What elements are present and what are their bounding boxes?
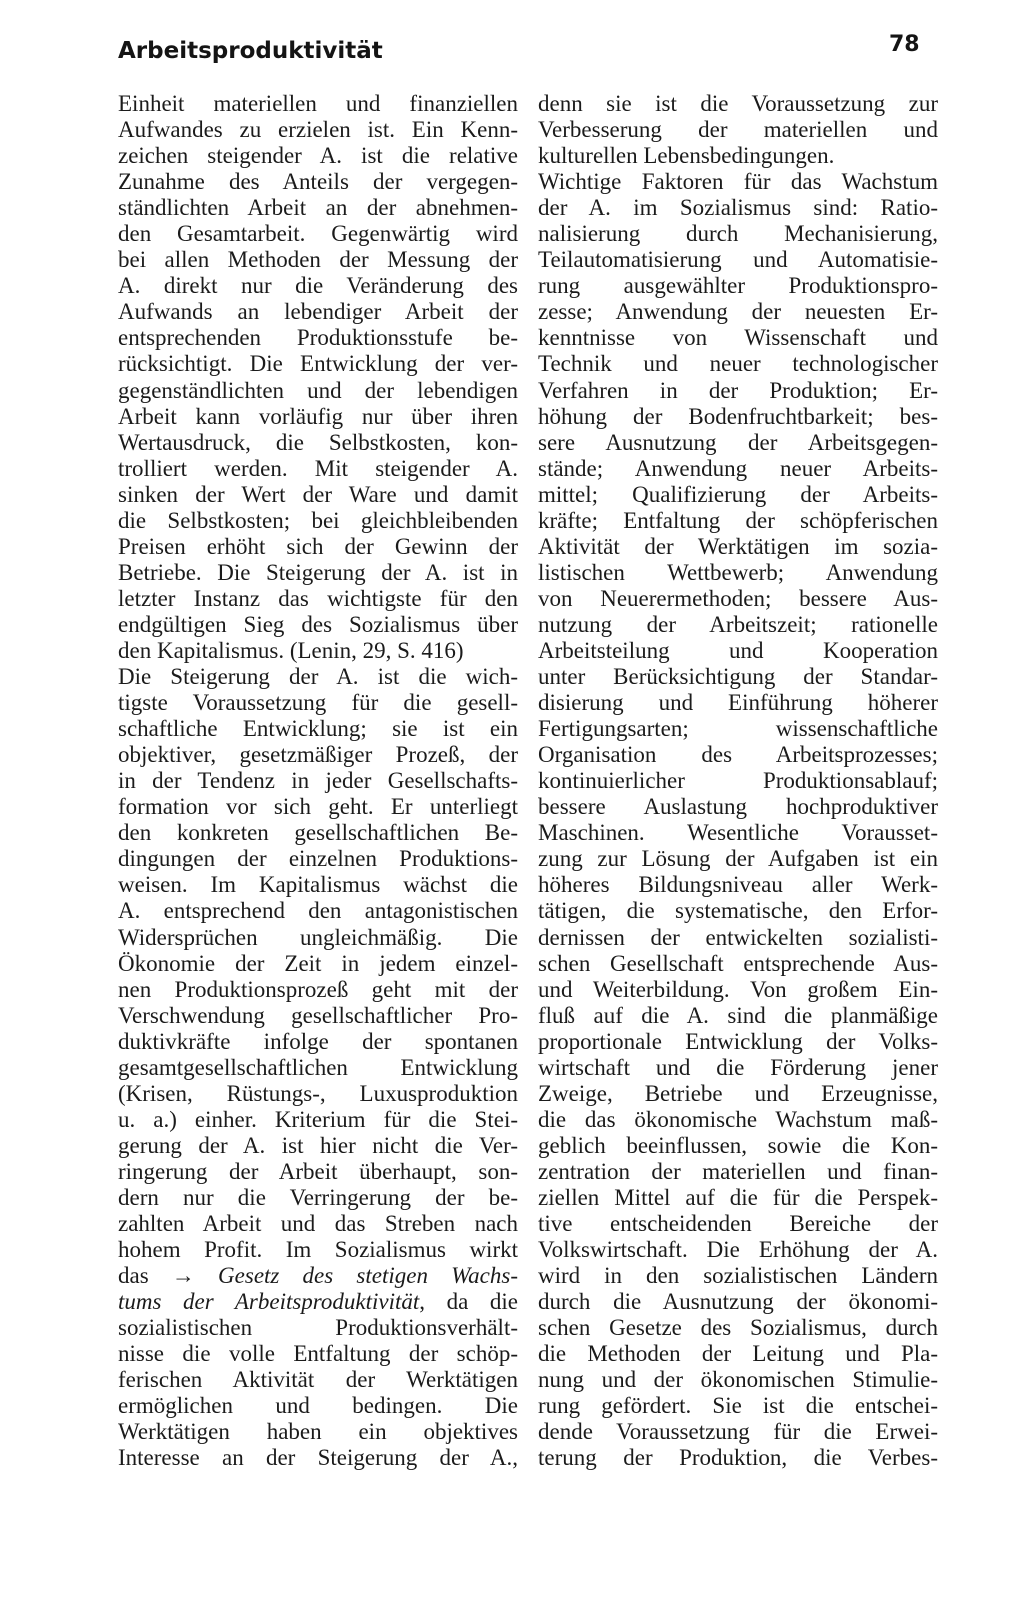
text-line: kulturellen Lebensbedingungen.: [538, 143, 835, 169]
text-line: den Kapitalismus. (Lenin, 29, S. 416): [118, 637, 464, 663]
text-line: sozialistischen Produktionsverhält-: [118, 1315, 518, 1341]
text-line: Preisen erhöht sich der Gewinn der: [118, 533, 518, 559]
text-line: schen Gesellschaft entsprechende Aus-: [538, 950, 938, 976]
text-line: schen Gesetze des Sozialismus, durch: [538, 1315, 938, 1341]
text-line: Die Steigerung der A. ist die wich-: [118, 664, 518, 690]
text-line: den konkreten gesellschaftlichen Be-: [118, 820, 518, 846]
text-line: Maschinen. Wesentliche Vorausset-: [538, 820, 938, 846]
text-line: höheres Bildungsniveau aller Werk-: [538, 872, 938, 898]
text-line: Teilautomatisierung und Automatisie-: [538, 247, 938, 273]
text-line: Organisation des Arbeitsprozesses;: [538, 742, 938, 768]
text-line: disierung und Einführung höherer: [538, 690, 938, 716]
text-line: Widersprüchen ungleichmäßig. Die: [118, 924, 518, 950]
crossref-link[interactable]: Gesetz des stetigen Wachs-: [218, 1263, 518, 1289]
text-line: Wichtige Faktoren für das Wachstum: [538, 169, 938, 195]
text-line: dernissen der entwickelten sozialisti-: [538, 924, 938, 950]
text-line: Aufwandes zu erzielen ist. Ein Kenn-: [118, 117, 518, 143]
text-line: ferischen Aktivität der Werktätigen: [118, 1367, 518, 1393]
text-line: sere Ausnutzung der Arbeitsgegen-: [538, 429, 938, 455]
text-line: tätigen, die systematische, den Erfor-: [538, 898, 938, 924]
text-line: Einheit materiellen und finanziellen: [118, 91, 518, 116]
text-line: dende Voraussetzung für die Erwei-: [538, 1419, 938, 1445]
text-line: schaftliche Entwicklung; sie ist ein: [118, 716, 518, 742]
crossref-line: [118, 1263, 518, 1289]
text-line: von Neuerermethoden; bessere Aus-: [538, 585, 938, 611]
text-line: zung zur Lösung der Aufgaben ist ein: [538, 846, 938, 872]
text-line: denn sie ist die Voraussetzung zur: [538, 91, 938, 116]
text-line: listischen Wettbewerb; Anwendung: [538, 559, 938, 585]
text-line: gerung der A. ist hier nicht die Ver-: [118, 1132, 518, 1158]
arrow-icon: →: [171, 1263, 195, 1289]
text-line: terung der Produktion, die Verbes-: [538, 1445, 938, 1471]
crossref-tail: , da die: [419, 1289, 518, 1315]
text-line: mittel; Qualifizierung der Arbeits-: [538, 481, 938, 507]
text-line: Technik und neuer technologischer: [538, 351, 938, 377]
text-line: entsprechenden Produktionsstufe be-: [118, 325, 518, 351]
text-line: u. a.) einher. Kriterium für die Stei-: [118, 1106, 518, 1132]
text-line: letzter Instanz das wichtigste für den: [118, 585, 518, 611]
text-line: trolliert werden. Mit steigender A.: [118, 455, 518, 481]
crossref-link[interactable]: tums der Arbeitsproduktivität: [118, 1289, 420, 1315]
text-line: Volkswirtschaft. Die Erhöhung der A.: [538, 1237, 938, 1263]
text-line: dingungen der einzelnen Produktions-: [118, 846, 518, 872]
text-line: proportionale Entwicklung der Volks-: [538, 1028, 938, 1054]
text-line: Fertigungsarten; wissenschaftliche: [538, 716, 938, 742]
text-line: die Selbstkosten; bei gleichbleibenden: [118, 507, 518, 533]
text-line: duktivkräfte infolge der spontanen: [118, 1028, 518, 1054]
text-line: Aktivität der Werktätigen im sozia-: [538, 533, 938, 559]
text-line: und Weiterbildung. Von großem Ein-: [538, 976, 938, 1002]
crossref-lead: das: [118, 1263, 149, 1289]
text-line: zentration der materiellen und finan-: [538, 1158, 938, 1184]
text-line: dern nur die Verringerung der be-: [118, 1184, 518, 1210]
text-line: Ökonomie der Zeit in jedem einzel-: [118, 950, 518, 976]
text-line: rung ausgewählter Produktionspro-: [538, 273, 938, 299]
text-line: ermöglichen und bedingen. Die: [118, 1393, 518, 1419]
text-line: wird in den sozialistischen Ländern: [538, 1263, 938, 1289]
text-line: Wertausdruck, die Selbstkosten, kon-: [118, 429, 518, 455]
text-line: zahlten Arbeit und das Streben nach: [118, 1211, 518, 1237]
text-line: unter Berücksichtigung der Standar-: [538, 664, 938, 690]
text-line: (Krisen, Rüstungs-, Luxusproduktion: [118, 1080, 518, 1106]
text-line: stände; Anwendung neuer Arbeits-: [538, 455, 938, 481]
text-line: ringerung der Arbeit überhaupt, son-: [118, 1158, 518, 1184]
text-line: kontinuierlicher Produktionsablauf;: [538, 768, 938, 794]
text-line: in der Tendenz in jeder Gesellschafts-: [118, 768, 518, 794]
left-column: [118, 91, 518, 1471]
text-line: Interesse an der Steigerung der A.,: [118, 1445, 518, 1471]
text-line: zesse; Anwendung der neuesten Er-: [538, 299, 938, 325]
text-line: A. direkt nur die Veränderung des: [118, 273, 518, 299]
text-line: nutzung der Arbeitszeit; rationelle: [538, 611, 938, 637]
text-line: rücksichtigt. Die Entwicklung der ver-: [118, 351, 518, 377]
text-line: ständlichten Arbeit an der abnehmen-: [118, 195, 518, 221]
text-line: gesamtgesellschaftlichen Entwicklung: [118, 1054, 518, 1080]
text-line: hohem Profit. Im Sozialismus wirkt: [118, 1237, 518, 1263]
text-line: objektiver, gesetzmäßiger Prozeß, der: [118, 742, 518, 768]
text-line: weisen. Im Kapitalismus wächst die: [118, 872, 518, 898]
text-line: nen Produktionsprozeß geht mit der: [118, 976, 518, 1002]
text-line: Arbeitsteilung und Kooperation: [538, 637, 938, 663]
text-line: Zunahme des Anteils der vergegen-: [118, 169, 518, 195]
text-line: ziellen Mittel auf die für die Perspek-: [538, 1184, 938, 1210]
text-line: bei allen Methoden der Messung der: [118, 247, 518, 273]
text-line: rung gefördert. Sie ist die entschei-: [538, 1393, 938, 1419]
text-line: nisse die volle Entfaltung der schöp-: [118, 1341, 518, 1367]
text-line: durch die Ausnutzung der ökonomi-: [538, 1289, 938, 1315]
text-line: Werktätigen haben ein objektives: [118, 1419, 518, 1445]
text-line: tive entscheidenden Bereiche der: [538, 1211, 938, 1237]
text-line: tigste Voraussetzung für die gesell-: [118, 690, 518, 716]
text-line: höhung der Bodenfruchtbarkeit; bes-: [538, 403, 938, 429]
text-line: bessere Auslastung hochproduktiver: [538, 794, 938, 820]
text-line: sinken der Wert der Ware und damit: [118, 481, 518, 507]
page-number: 78: [889, 32, 920, 57]
text-line: der A. im Sozialismus sind: Ratio-: [538, 195, 938, 221]
crossref-line: [118, 1289, 518, 1315]
running-header-title: Arbeitsproduktivität: [118, 38, 383, 64]
text-line: den Gesamtarbeit. Gegenwärtig wird: [118, 221, 518, 247]
right-column: [538, 91, 938, 1471]
text-line: geblich beeinflussen, sowie die Kon-: [538, 1132, 938, 1158]
text-line: nalisierung durch Mechanisierung,: [538, 221, 938, 247]
text-line: die Methoden der Leitung und Pla-: [538, 1341, 938, 1367]
text-line: Zweige, Betriebe und Erzeugnisse,: [538, 1080, 938, 1106]
text-line: gegenständlichten und der lebendigen: [118, 377, 518, 403]
text-line: Betriebe. Die Steigerung der A. ist in: [118, 559, 518, 585]
text-line: nung und der ökonomischen Stimulie-: [538, 1367, 938, 1393]
text-line: kräfte; Entfaltung der schöpferischen: [538, 507, 938, 533]
text-line: Aufwands an lebendiger Arbeit der: [118, 299, 518, 325]
text-line: A. entsprechend den antagonistischen: [118, 898, 518, 924]
text-line: Verfahren in der Produktion; Er-: [538, 377, 938, 403]
text-line: Verschwendung gesellschaftlicher Pro-: [118, 1002, 518, 1028]
text-line: zeichen steigender A. ist die relative: [118, 143, 518, 169]
text-line: die das ökonomische Wachstum maß-: [538, 1106, 938, 1132]
text-line: wirtschaft und die Förderung jener: [538, 1054, 938, 1080]
text-line: Verbesserung der materiellen und: [538, 117, 938, 143]
text-line: Arbeit kann vorläufig nur über ihren: [118, 403, 518, 429]
text-line: fluß auf die A. sind die planmäßige: [538, 1002, 938, 1028]
text-line: endgültigen Sieg des Sozialismus über: [118, 611, 518, 637]
text-line: formation vor sich geht. Er unterliegt: [118, 794, 518, 820]
text-line: kenntnisse von Wissenschaft und: [538, 325, 938, 351]
